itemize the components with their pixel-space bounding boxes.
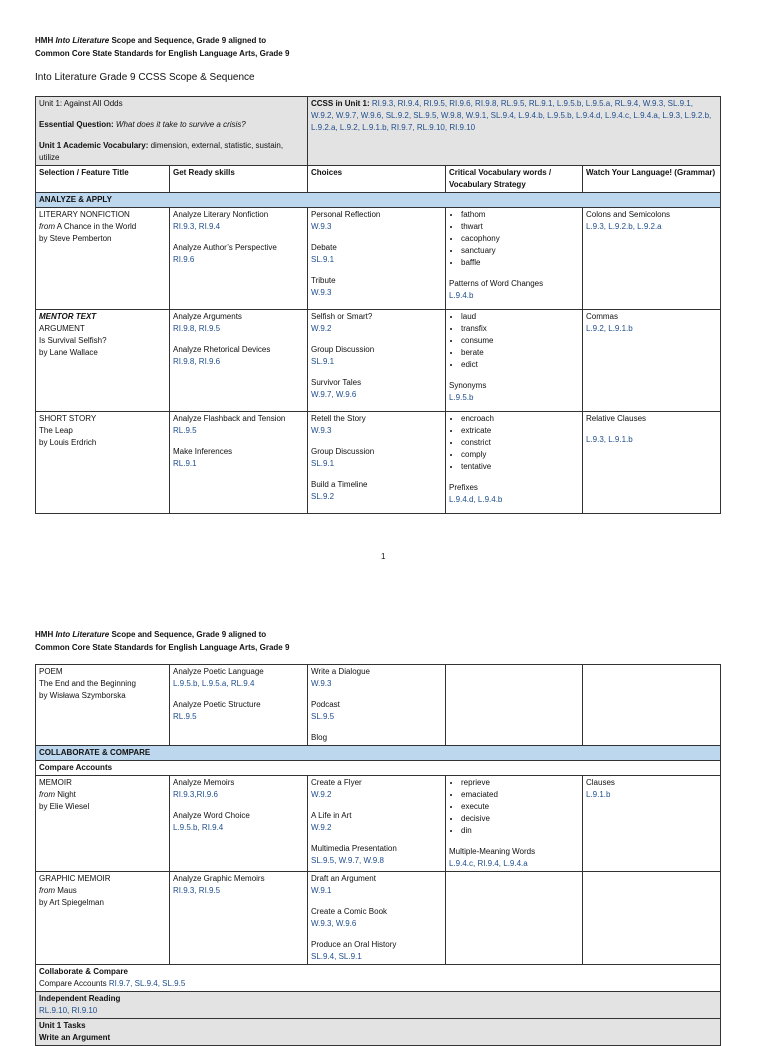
unit-info-cell: Unit 1: Against All Odds Essential Question: What does it take to survive a crisis? Unit 1 Academic Vocabulary: dimension, external, statistic, sustain, utilize	[36, 97, 308, 166]
col-header-selection: Selection / Feature Title	[36, 166, 170, 193]
selection-cell: POEM The End and the Beginning by Wisława Szymborska	[36, 665, 170, 746]
grammar-cell: Relative Clauses L.9.3, L.9.1.b	[583, 412, 721, 514]
choices-cell: Personal Reflection W.9.3 Debate SL.9.1 Tribute W.9.3	[308, 208, 446, 310]
choices-cell: Selfish or Smart? W.9.2 Group Discussion SL.9.1 Survivor Tales W.9.7, W.9.6	[308, 310, 446, 412]
choices-cell: Draft an Argument W.9.1 Create a Comic Book W.9.3, W.9.6 Produce an Oral History SL.9.4, SL.9.1	[308, 872, 446, 965]
section-analyze-apply: ANALYZE & APPLY	[36, 193, 721, 208]
vocab-cell: • reprieve • emaciated • execute • decisive • din Multiple-Meaning Words L.9.4.c, RI.9.4, L.9.4.a	[446, 776, 583, 872]
document-header-page2: HMH Into Literature Scope and Sequence, Grade 9 aligned to Common Core State Standards for English Language Arts, Grade 9	[35, 630, 290, 652]
independent-reading-row: Independent Reading RL.9.10, RI.9.10	[36, 992, 721, 1019]
skills-cell: Analyze Flashback and Tension RL.9.5 Make Inferences RL.9.1	[170, 412, 308, 514]
skills-cell: Analyze Memoirs RI.9.3,RI.9.6 Analyze Word Choice L.9.5.b, RI.9.4	[170, 776, 308, 872]
skills-cell: Analyze Literary Nonfiction RI.9.3, RI.9.4 Analyze Author’s Perspective RI.9.6	[170, 208, 308, 310]
selection-cell: MENTOR TEXT ARGUMENT Is Survival Selfish? by Lane Wallace	[36, 310, 170, 412]
document-title: Into Literature Grade 9 CCSS Scope & Sequence	[35, 72, 255, 83]
document-header: HMH Into Literature Scope and Sequence, Grade 9 aligned to Common Core State Standards for English Language Arts, Grade 9	[35, 36, 290, 58]
subsection-compare-accounts: Compare Accounts	[36, 761, 721, 776]
skills-cell: Analyze Graphic Memoirs RI.9.3, RI.9.5	[170, 872, 308, 965]
col-header-vocab: Critical Vocabulary words / Vocabulary Strategy	[446, 166, 583, 193]
scope-table-page1	[35, 96, 721, 514]
col-header-choices: Choices	[308, 166, 446, 193]
table-row	[36, 412, 721, 514]
vocab-cell: • encroach • extricate • constrict • comply • tentative Prefixes L.9.4.d, L.9.4.b	[446, 412, 583, 514]
collaborate-compare-row: Collaborate & Compare Compare Accounts RI.9.7, SL.9.4, SL.9.5	[36, 965, 721, 992]
col-header-grammar: Watch Your Language! (Grammar)	[583, 166, 721, 193]
vocab-cell: • fathom • thwart • cacophony • sanctuary • baffle Patterns of Word Changes L.9.4.b	[446, 208, 583, 310]
scope-table-page2	[35, 664, 721, 1046]
unit-header-row	[36, 97, 721, 166]
grammar-cell: Clauses L.9.1.b	[583, 776, 721, 872]
col-header-skills: Get Ready skills	[170, 166, 308, 193]
section-collaborate-compare: COLLABORATE & COMPARE	[36, 746, 721, 761]
selection-cell: LITERARY NONFICTION from A Chance in the World by Steve Pemberton	[36, 208, 170, 310]
table-row	[36, 310, 721, 412]
page-number: 1	[381, 552, 386, 561]
grammar-cell: Colons and Semicolons L.9.3, L.9.2.b, L.9.2.a	[583, 208, 721, 310]
table-row	[36, 776, 721, 872]
ccss-cell: CCSS in Unit 1: RI.9.3, RI.9.4, RI.9.5, RI.9.6, RI.9.8, RL.9.5, RL.9.1, L.9.5.b, L.9.5.a, RL.9.4, W.9.3, SL.9.1, W.9.2, W.9.7, W.9.6, SL.9.2, SL.9.5, W.9.8, W.9.1, SL.9.4, L.9.4.b, L.9.5.b, L.9.4.d, L.9.4.c, L.9.4.a, L.9.3, L.9.2.b, L.9.2.a, L.9.2, L.9.1.b, RI.9.7, RL.9.10, RI.9.10	[308, 97, 721, 166]
skills-cell: Analyze Poetic Language L.9.5.b, L.9.5.a, RL.9.4 Analyze Poetic Structure RL.9.5	[170, 665, 308, 746]
selection-cell: SHORT STORY The Leap by Louis Erdrich	[36, 412, 170, 514]
skills-cell: Analyze Arguments RI.9.8, RI.9.5 Analyze Rhetorical Devices RI.9.8, RI.9.6	[170, 310, 308, 412]
table-row	[36, 208, 721, 310]
unit-tasks-row: Unit 1 Tasks Write an Argument	[36, 1019, 721, 1046]
selection-cell: MEMOIR from Night by Elie Wiesel	[36, 776, 170, 872]
table-row	[36, 872, 721, 965]
grammar-cell: Commas L.9.2, L.9.1.b	[583, 310, 721, 412]
vocab-cell: • laud • transfix • consume • berate • edict Synonyms L.9.5.b	[446, 310, 583, 412]
column-header-row	[36, 166, 721, 193]
table-row	[36, 665, 721, 746]
choices-cell: Retell the Story W.9.3 Group Discussion SL.9.1 Build a Timeline SL.9.2	[308, 412, 446, 514]
choices-cell: Write a Dialogue W.9.3 Podcast SL.9.5 Blog	[308, 665, 446, 746]
selection-cell: GRAPHIC MEMOIR from Maus by Art Spiegelman	[36, 872, 170, 965]
choices-cell: Create a Flyer W.9.2 A Life in Art W.9.2 Multimedia Presentation SL.9.5, W.9.7, W.9.8	[308, 776, 446, 872]
